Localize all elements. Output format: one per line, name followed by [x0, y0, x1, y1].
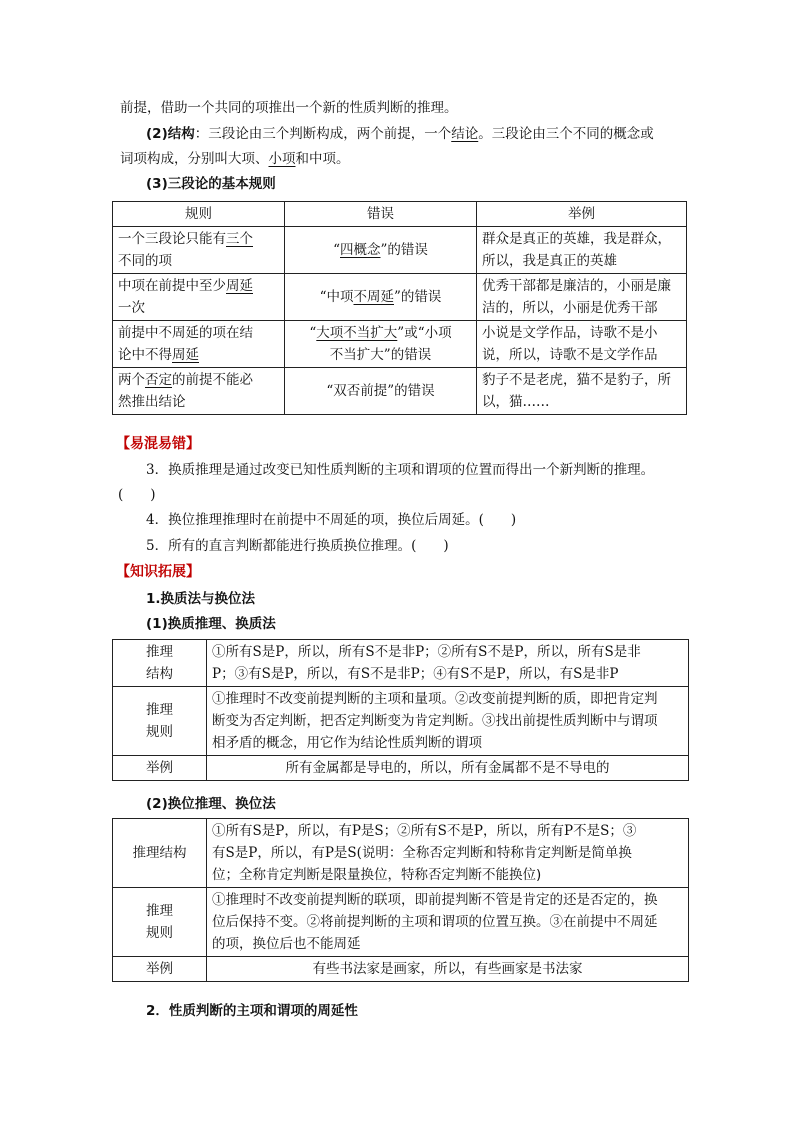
error-text: 不当扩大”的错误 [329, 347, 432, 363]
rule-text: 两个 [118, 372, 145, 388]
example-cell [477, 274, 687, 321]
rule-cell [113, 274, 285, 321]
note-text: 位；全称肯定判断是限量换位，特称否定判断不能换位) [212, 867, 542, 883]
content-text: P；③有S是P，所以，有S不是非P；④有S不是P，所以，有S是非P [212, 666, 619, 682]
expansion-subsection-2: (2)换位推理、换位法 [146, 796, 276, 812]
structure-line-2a: 词项构成，分别叫大项、 [120, 151, 269, 167]
error-text: “ [333, 242, 340, 258]
row-content: 有些书法家是画家，所以，有些画家是书法家 [207, 957, 689, 982]
expansion-title: 【知识拓展】 [116, 564, 200, 580]
question-3-line-1: 3．换质推理是通过改变已知性质判断的主项和谓项的位置而得出一个新判断的推理。 [146, 462, 655, 478]
structure-line-2b: 和中项。 [295, 151, 350, 167]
row-label: 举例 [113, 756, 207, 781]
structure-line-2 [120, 149, 350, 169]
label-text: 推理 [146, 702, 173, 718]
table-row [113, 756, 689, 781]
example-text: 小说是文学作品，诗歌不是小 [482, 325, 658, 341]
note-text: 说明：全称否定判断和特称肯定判断是简单换 [361, 845, 632, 861]
table-row [113, 368, 687, 415]
example-text: 豹子不是老虎，猫不是豹子，所 [482, 372, 671, 388]
label-text: 推理 [146, 903, 173, 919]
error-cell [285, 227, 477, 274]
syllogism-rules-table [112, 201, 687, 415]
error-underlined: 大项不当扩大 [316, 325, 398, 341]
table-header-row [113, 202, 687, 227]
intro-line-1: 前提，借助一个共同的项推出一个新的性质判断的推理。 [120, 100, 458, 116]
expansion-subsection-1: (1)换质推理、换质法 [146, 616, 276, 632]
question-3-line-2: ( ) [118, 487, 156, 503]
rule-text: 的前提不能必 [172, 372, 253, 388]
example-text: 说，所以，诗歌不是文学作品 [482, 347, 658, 363]
error-text: ”的错误 [380, 242, 428, 258]
row-content [207, 819, 689, 888]
rule-text: 一次 [118, 300, 145, 316]
rule-cell [113, 227, 285, 274]
structure-label: (2)结构 [146, 126, 195, 142]
rule-text: 一个三段论只能有 [118, 231, 226, 247]
rules-title: (3)三段论的基本规则 [146, 176, 276, 192]
rule-text: 不同的项 [118, 253, 172, 269]
header-error: 错误 [285, 202, 477, 227]
rule-underlined: 三个 [226, 231, 253, 247]
content-text: ①推理时不改变前提判断的主项和量项。②改变前提判断的质，即把肯定判 [212, 691, 658, 707]
error-text: “ [309, 325, 317, 341]
rule-text: 前提中不周延的项在结 [118, 325, 253, 341]
structure-text-b: 。三段论由三个不同的概念或 [478, 126, 654, 142]
error-text: ”的错误 [394, 289, 442, 305]
rule-underlined: 周延 [226, 278, 253, 294]
example-cell [477, 368, 687, 415]
rule-text: 论中不得 [118, 347, 172, 363]
content-text: 相矛盾的概念，用它作为结论性质判断的谓项 [212, 735, 482, 751]
example-text: 所以，我是真正的英雄 [482, 253, 617, 269]
row-label [113, 888, 207, 957]
content-text: 有S是P，所以，有P是S( [212, 845, 362, 861]
row-content: 所有金属都是导电的，所以，所有金属都不是不导电的 [207, 756, 689, 781]
structure-underlined-conclusion: 结论 [451, 126, 479, 142]
error-cell: “双否前提”的错误 [285, 368, 477, 415]
error-underlined: 不周延 [353, 289, 394, 305]
label-text: 推理 [146, 644, 173, 660]
content-text: 断变为否定判断，把否定判断变为肯定判断。③找出前提性质判断中与谓项 [212, 713, 658, 729]
rule-text: 然推出结论 [118, 394, 186, 410]
confusion-title: 【易混易错】 [116, 436, 200, 452]
content-text: ①推理时不改变前提判断的联项，即前提判断不管是肯定的还是否定的，换 [212, 892, 658, 908]
rule-cell [113, 368, 285, 415]
error-cell [285, 274, 477, 321]
content-text: ①所有S是P，所以，有P是S；②所有S不是P，所以，所有P不是S；③ [212, 823, 637, 839]
error-text: ”或“小项 [397, 325, 452, 341]
example-text: 群众是真正的英雄，我是群众， [482, 231, 671, 247]
example-text: 优秀干部都是廉洁的，小丽是廉 [482, 278, 671, 294]
row-content [207, 640, 689, 687]
label-text: 规则 [146, 724, 173, 740]
row-content [207, 687, 689, 756]
rule-underlined: 周延 [172, 347, 199, 363]
content-text: 位后保持不变。②将前提判断的主项和谓项的位置互换。③在前提中不周延 [212, 914, 658, 930]
table-row [113, 888, 689, 957]
content-text: 的项，换位后也不能周延 [212, 936, 361, 952]
row-label: 推理结构 [113, 819, 207, 888]
example-cell [477, 321, 687, 368]
structure-paragraph [146, 124, 654, 144]
row-label [113, 687, 207, 756]
rule-cell [113, 321, 285, 368]
example-cell [477, 227, 687, 274]
example-text: 洁的，所以，小丽是优秀干部 [482, 300, 658, 316]
content-text: ①所有S是P，所以，所有S不是非P；②所有S不是P，所以，所有S是非 [212, 644, 641, 660]
table-row [113, 321, 687, 368]
table-row [113, 957, 689, 982]
table-row [113, 819, 689, 888]
rule-text: 中项在前提中至少 [118, 278, 226, 294]
table-row [113, 227, 687, 274]
expansion-section-1: 1.换质法与换位法 [146, 591, 256, 607]
row-label: 举例 [113, 957, 207, 982]
header-example: 举例 [477, 202, 687, 227]
question-4: 4．换位推理推理时在前提中不周延的项，换位后周延。( ) [146, 512, 517, 528]
error-underlined: 四概念 [340, 242, 381, 258]
expansion-section-2: 2．性质判断的主项和谓项的周延性 [146, 1003, 358, 1019]
structure-underlined-minor-term: 小项 [268, 151, 296, 167]
table-row [113, 687, 689, 756]
label-text: 结构 [146, 666, 173, 682]
row-content [207, 888, 689, 957]
label-text: 规则 [146, 925, 173, 941]
header-rule: 规则 [113, 202, 285, 227]
table-row [113, 274, 687, 321]
rule-underlined: 否定 [145, 372, 172, 388]
error-cell [285, 321, 477, 368]
example-text: 以，猫…… [482, 394, 550, 410]
structure-text-a: ：三段论由三个判断构成，两个前提，一个 [194, 126, 452, 142]
table-row [113, 640, 689, 687]
obversion-table [112, 639, 689, 781]
question-5: 5．所有的直言判断都能进行换质换位推理。( ) [146, 538, 449, 554]
conversion-table [112, 818, 689, 982]
row-label [113, 640, 207, 687]
error-text: “中项 [319, 289, 354, 305]
